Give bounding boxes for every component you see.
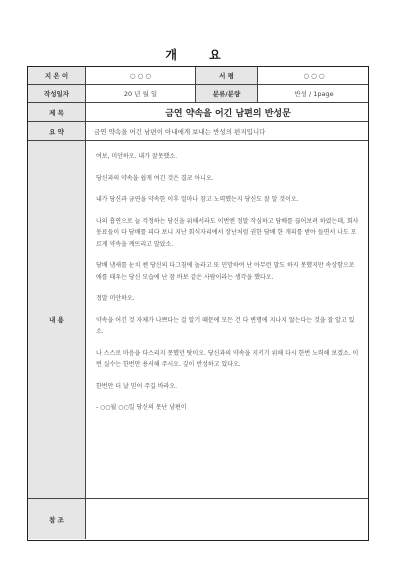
- date-label: 작성일자: [28, 85, 86, 102]
- letter-body: [86, 141, 370, 498]
- row-content: [28, 141, 368, 499]
- category-value: 반성 / 1page: [294, 90, 334, 98]
- letter-paragraph: 한번만 더 날 믿어 주길 바라오.: [96, 382, 177, 390]
- category-label: 분류/분량: [196, 85, 258, 102]
- reference-value: [86, 499, 370, 539]
- summary-table: [27, 66, 369, 541]
- summary-value: 금연 약속을 어긴 남편이 아내에게 보내는 반성의 편지입니다: [94, 127, 266, 136]
- reviewer-label: 서 평: [196, 67, 258, 84]
- letter-paragraph: 담배 냄새를 눈치 챈 당신의 다그침에 놀라고 또 민망하여 난 아무런 말도 하지 못했지만 속상함으로 애를 태우는 당신 모습에 난 참 바보 같은 사람이라는 생각을 했다오.: [96, 262, 355, 281]
- letter-paragraph: 내가 당신과 금연을 약속한 이후 얼마나 참고 노력했는지 당신도 잘 알 것이오.: [96, 196, 299, 203]
- reviewer-value: ○ ○ ○: [303, 71, 325, 80]
- row-subject: [28, 103, 368, 122]
- letter-signature: - ○○월 ○○일 당신의 못난 남편이: [96, 404, 187, 411]
- letter-paragraph: 당신과의 약속을 쉽게 여긴 것은 결코 아니오.: [96, 174, 214, 182]
- author-value: ○ ○ ○: [86, 67, 196, 84]
- summary-label: 요 약: [28, 122, 86, 140]
- row-reference: [28, 499, 368, 539]
- letter-paragraph: 약속을 어긴 것 자체가 나쁘다는 걸 알기 때문에 모든 건 다 변명에 지나지 않는다는 것을 잘 알고 있소.: [96, 316, 355, 335]
- letter-paragraph: 나 스스로 마음을 다스리지 못했던 탓이오. 당신과의 약속을 지키기 위해 다시 한번 노력해 보겠소. 이번 실수는 한번만 용서해 주시오. 깊이 반성하고 있다오.: [96, 349, 359, 368]
- document-title: 개 요: [165, 48, 235, 62]
- row-date: [28, 85, 368, 103]
- letter-paragraph: 나의 흡연으로 늘 걱정하는 당신을 위해서라도 이번엔 정말 작심하고 담배를 끊어보려 하였는데, 회사 동료들이 다 담배를 피다 보니 지난 회식자리에서 장난처럼 권한 담배 한 개피를 받아 들면서 나도 모르게 약속을 깨뜨리고 말았소.: [96, 217, 359, 248]
- subject-label: 제 목: [28, 103, 86, 121]
- letter-paragraph: 여보, 미안하오. 내가 잘못했소.: [96, 153, 177, 160]
- author-label: 지 은 이: [28, 67, 86, 84]
- reference-label: 참 조: [28, 499, 86, 539]
- content-label: 내 용: [28, 141, 86, 498]
- letter-paragraph: 정말 미안하오.: [96, 295, 135, 302]
- date-value: 20 년 월 일: [86, 85, 196, 102]
- row-author: [28, 67, 368, 85]
- subject-value: 금연 약속을 어긴 남편의 반성문: [165, 108, 291, 119]
- row-summary: [28, 122, 368, 141]
